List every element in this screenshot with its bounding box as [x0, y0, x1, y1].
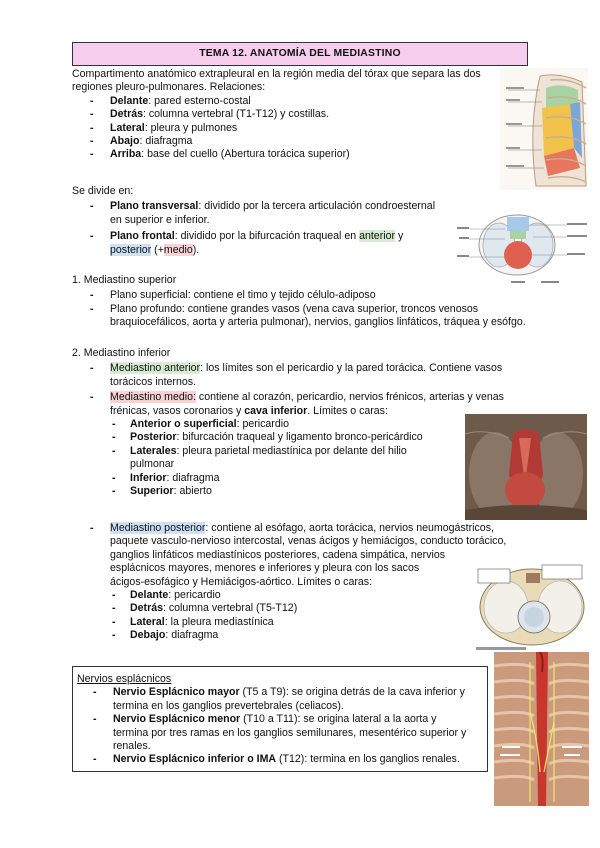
cross-section-diagram-icon	[455, 205, 590, 293]
list-item: - Debajo: diafragma	[72, 629, 542, 642]
intro-line: regiones pleuro-pulmonares. Relaciones:	[72, 81, 266, 94]
list-item: - Delante: pared esterno-costal	[72, 95, 512, 108]
section-heading: 1. Mediastino superior	[72, 274, 177, 286]
list-item: - Mediastino medio: contiene al corazón, pericardio, nervios frénicos, arterias y venas frénicas, vasos coronarios y cava inferior. Límites o caras:	[72, 391, 542, 418]
list-item: - Posterior: bifurcación traqueal y ligamento bronco-pericárdico	[72, 431, 542, 444]
list-item: - Detrás: columna vertebral (T1-T12) y costillas.	[72, 108, 512, 121]
section-heading: 2. Mediastino inferior	[72, 347, 171, 359]
figure-thorax-lateral	[500, 68, 588, 190]
list-item: - Plano superficial: contiene el timo y tejido célulo-adiposo	[72, 289, 552, 302]
list-item: - Arriba: base del cuello (Abertura torácica superior)	[72, 148, 512, 161]
figure-sympathetic-chain	[494, 652, 589, 806]
intro-section	[72, 68, 512, 162]
list-item: - Detrás: columna vertebral (T5-T12)	[72, 602, 542, 615]
posterior-thorax-illustration-icon	[494, 652, 589, 806]
list-item: - Nervio Esplácnico mayor (T5 a T9): se origina detrás de la cava inferior y termina en los ganglios prevertebrales (celiacos).	[75, 686, 485, 713]
list-item: - Nervio Esplácnico menor (T10 a T11): se origina lateral a la aorta y termina por tres ramas en los ganglios semilunares, mesentérico superior y renales.	[75, 713, 485, 753]
list-item: - Lateral: la pleura mediastínica	[72, 616, 542, 629]
list-item: - Inferior: diafragma	[72, 472, 542, 485]
list-item: - Laterales: pleura parietal mediastínica por delante del hilio pulmonar	[72, 445, 542, 472]
list-item: - Abajo: diafragma	[72, 135, 512, 148]
page-title: TEMA 12. ANATOMÍA DEL MEDIASTINO	[72, 42, 528, 66]
list-item: - Mediastino posterior: contiene al esófago, aorta torácica, nervios neumogástricos, paquete vasculo-nervioso intercostal, venas ácigos y hemiácigos, conducto torácico, ganglios linfáticos mediastínicos posteriores, cadena simpática, nervios esplácnicos mayores, menores e inferiores y pleura con los sacos ácigos-esofágico y Hemiácigos-aórtico. Límites o caras:	[72, 522, 542, 589]
figure-posterior-section	[476, 563, 588, 655]
divide-section	[72, 185, 462, 257]
section-heading: Se divide en:	[72, 185, 134, 197]
relations-list	[72, 95, 512, 162]
list-item: - Plano transversal: dividido por la tercera articulación condroesternal en superior e inferior.	[72, 200, 462, 227]
list-item: - Nervio Esplácnico inferior o IMA (T12): termina en los ganglios renales.	[75, 753, 485, 766]
figure-cadaver-chest	[465, 414, 587, 520]
list-item: - Mediastino anterior: los límites son el pericardio y la pared torácica. Contiene vasos torácicos internos.	[72, 362, 542, 389]
thorax-lateral-illustration-icon	[500, 68, 588, 190]
list-item: - Plano profundo: contiene grandes vasos (vena cava superior, troncos venosos braquiocefálicos, aorta y arteria pulmonar), nervios, ganglios linfáticos, tráquea y esófgo.	[72, 303, 552, 330]
posterior-faces-list	[72, 589, 542, 643]
list-item: - Lateral: pleura y pulmones	[72, 122, 512, 135]
list-item: - Anterior o superficial: pericardio	[72, 418, 542, 431]
list-item: - Superior: abierto	[72, 485, 542, 498]
nervios-esplacnicos-box	[72, 666, 488, 772]
list-item: - Delante: pericardio	[72, 589, 542, 602]
figure-mediastinum-cross-section	[455, 205, 590, 293]
section-heading: Nervios esplácnicos	[77, 673, 172, 685]
list-item: - Plano frontal: dividido por la bifurcación traqueal en anterior y posterior (+medio).	[72, 230, 462, 257]
mediastino-posterior-section	[72, 522, 542, 643]
intro-line: Compartimento anatómico extrapleural en la región media del tórax que separa las dos	[72, 68, 481, 80]
cadaver-photo-icon	[465, 414, 587, 520]
section-diagram-icon	[476, 563, 588, 655]
